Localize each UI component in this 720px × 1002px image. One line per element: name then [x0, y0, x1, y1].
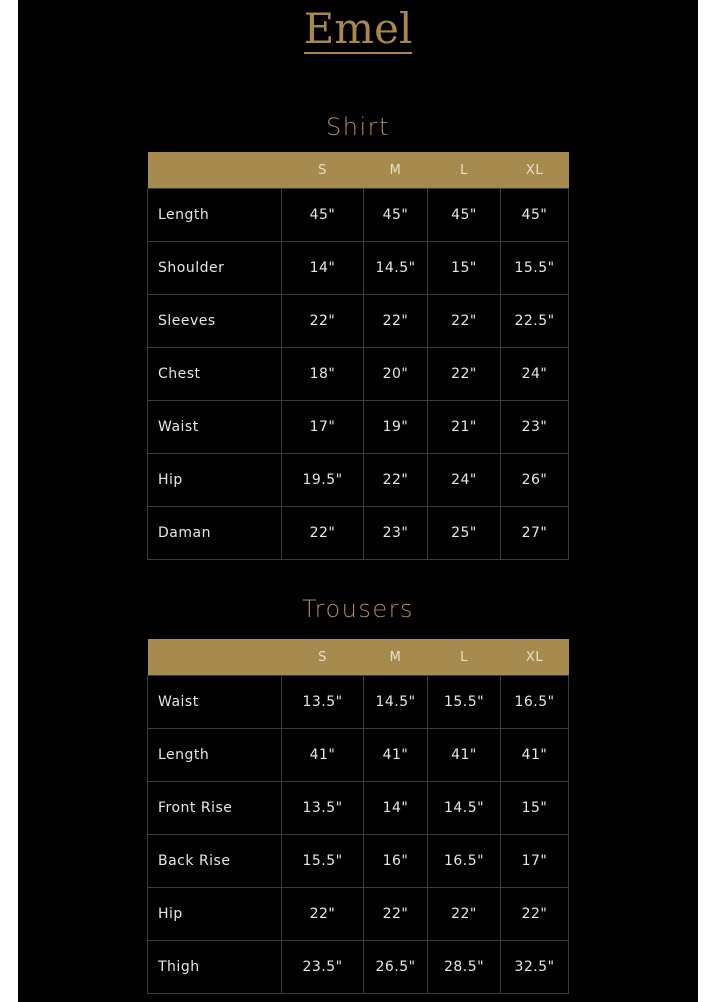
cell-value: 15.5"	[428, 676, 501, 729]
header-size-m: M	[364, 152, 428, 189]
row-label: Shoulder	[148, 242, 282, 295]
row-label: Length	[148, 189, 282, 242]
row-label: Daman	[148, 507, 282, 560]
header-blank	[148, 152, 282, 189]
cell-value: 23"	[501, 401, 569, 454]
cell-value: 15.5"	[501, 242, 569, 295]
shirt-section-title: Shirt	[326, 113, 390, 141]
table-row	[148, 941, 569, 994]
trousers-size-table	[147, 639, 569, 994]
cell-value: 19.5"	[282, 454, 364, 507]
row-label: Length	[148, 729, 282, 782]
cell-value: 45"	[364, 189, 428, 242]
header-blank	[148, 639, 282, 676]
cell-value: 22"	[282, 507, 364, 560]
table-row	[148, 295, 569, 348]
row-label: Thigh	[148, 941, 282, 994]
table-row	[148, 507, 569, 560]
row-label: Hip	[148, 888, 282, 941]
row-label: Waist	[148, 401, 282, 454]
cell-value: 17"	[501, 835, 569, 888]
cell-value: 25"	[428, 507, 501, 560]
cell-value: 23.5"	[282, 941, 364, 994]
table-row	[148, 189, 569, 242]
header-size-s: S	[282, 639, 364, 676]
brand-name: Emel	[303, 4, 413, 53]
table-row	[148, 348, 569, 401]
brand-logo	[18, 4, 698, 54]
cell-value: 19"	[364, 401, 428, 454]
cell-value: 22"	[364, 888, 428, 941]
cell-value: 15.5"	[282, 835, 364, 888]
row-label: Chest	[148, 348, 282, 401]
header-size-xl: XL	[501, 639, 569, 676]
cell-value: 24"	[428, 454, 501, 507]
cell-value: 21"	[428, 401, 501, 454]
cell-value: 22"	[501, 888, 569, 941]
header-size-m: M	[364, 639, 428, 676]
cell-value: 22"	[428, 348, 501, 401]
table-row	[148, 729, 569, 782]
size-chart-panel	[18, 0, 698, 1002]
cell-value: 15"	[501, 782, 569, 835]
cell-value: 22.5"	[501, 295, 569, 348]
cell-value: 28.5"	[428, 941, 501, 994]
shirt-size-table	[147, 152, 569, 560]
table-row	[148, 676, 569, 729]
cell-value: 16.5"	[501, 676, 569, 729]
cell-value: 45"	[501, 189, 569, 242]
cell-value: 14"	[282, 242, 364, 295]
cell-value: 45"	[428, 189, 501, 242]
cell-value: 22"	[282, 888, 364, 941]
cell-value: 16.5"	[428, 835, 501, 888]
cell-value: 41"	[428, 729, 501, 782]
table-row	[148, 782, 569, 835]
cell-value: 23"	[364, 507, 428, 560]
cell-value: 14"	[364, 782, 428, 835]
table-row	[148, 454, 569, 507]
cell-value: 15"	[428, 242, 501, 295]
cell-value: 26.5"	[364, 941, 428, 994]
cell-value: 24"	[501, 348, 569, 401]
cell-value: 22"	[428, 888, 501, 941]
cell-value: 41"	[501, 729, 569, 782]
header-size-l: L	[428, 152, 501, 189]
cell-value: 14.5"	[428, 782, 501, 835]
header-size-xl: XL	[501, 152, 569, 189]
cell-value: 22"	[364, 295, 428, 348]
table-row	[148, 242, 569, 295]
cell-value: 27"	[501, 507, 569, 560]
header-size-s: S	[282, 152, 364, 189]
table-row	[148, 835, 569, 888]
cell-value: 32.5"	[501, 941, 569, 994]
table-header-row	[148, 152, 569, 189]
cell-value: 18"	[282, 348, 364, 401]
cell-value: 41"	[282, 729, 364, 782]
cell-value: 17"	[282, 401, 364, 454]
table-row	[148, 888, 569, 941]
cell-value: 13.5"	[282, 782, 364, 835]
header-size-l: L	[428, 639, 501, 676]
cell-value: 22"	[364, 454, 428, 507]
table-header-row	[148, 639, 569, 676]
row-label: Sleeves	[148, 295, 282, 348]
cell-value: 45"	[282, 189, 364, 242]
row-label: Waist	[148, 676, 282, 729]
cell-value: 22"	[282, 295, 364, 348]
row-label: Hip	[148, 454, 282, 507]
trousers-section-title: Trousers	[301, 595, 414, 623]
cell-value: 20"	[364, 348, 428, 401]
row-label: Back Rise	[148, 835, 282, 888]
cell-value: 13.5"	[282, 676, 364, 729]
cell-value: 14.5"	[364, 242, 428, 295]
cell-value: 16"	[364, 835, 428, 888]
cell-value: 22"	[428, 295, 501, 348]
cell-value: 41"	[364, 729, 428, 782]
table-row	[148, 401, 569, 454]
cell-value: 26"	[501, 454, 569, 507]
row-label: Front Rise	[148, 782, 282, 835]
cell-value: 14.5"	[364, 676, 428, 729]
